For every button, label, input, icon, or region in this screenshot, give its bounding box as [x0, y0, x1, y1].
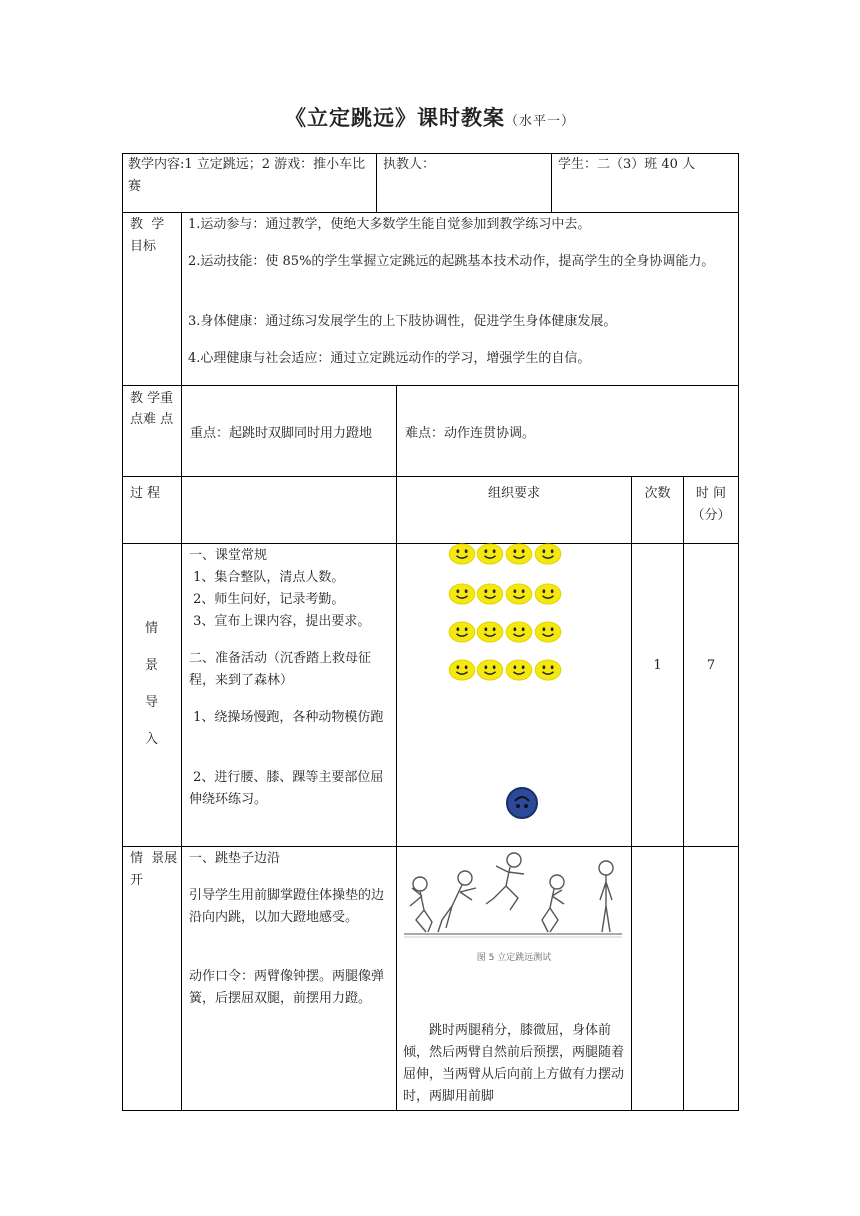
section1-line: 一、课堂常规	[189, 548, 268, 563]
student-smiley-icon	[476, 659, 504, 681]
goal-item	[188, 251, 734, 273]
count-header: 次数	[644, 486, 671, 501]
student-smiley-icon	[505, 621, 533, 643]
student-smiley-icon	[476, 621, 504, 643]
section2-organization: 跳时两腿稍分，膝微屈，身体前倾，然后两臂自然前后预摆，两腿随着屈伸，当两臂从后向前上方做有力摆动时，两脚用前脚	[403, 1023, 625, 1104]
student-smiley-icon	[534, 621, 562, 643]
long-jump-illustration	[402, 848, 626, 968]
section1-time: 7	[706, 658, 716, 673]
section1-label-4: 入	[145, 732, 159, 747]
goal-item: 3.身体健康：通过练习发展学生的上下肢协调性，促进学生身体健康发展。	[188, 314, 617, 329]
section2-label: 情 景展开	[130, 851, 178, 888]
key-point: 重点：起跳时双脚同时用力蹬地	[190, 426, 373, 441]
keypoints-label: 教 学重 点难 点	[130, 391, 174, 427]
student-smiley-icon	[448, 659, 476, 681]
section2-para: 动作口令：两臂像钟摆。两腿像弹簧，后摆屈双腿，前摆用力蹬。	[189, 969, 385, 1006]
section1-line: 1、集合整队，清点人数。	[189, 570, 345, 585]
border-left	[122, 153, 123, 1111]
process-header: 过 程	[130, 486, 161, 501]
goal-item: 1.运动参与：通过教学，使绝大多数学生能自觉参加到教学练习中去。	[188, 217, 591, 232]
student-smiley-icon	[505, 583, 533, 605]
goal-item-text: 2.运动技能：使 85%的学生掌握立定跳远的起跳基本技术动作，提高学生的全身协调能力。	[188, 254, 715, 269]
students-info: 学生：二（3）班 40 人	[558, 157, 696, 172]
student-smiley-icon	[448, 621, 476, 643]
rule-row2	[122, 385, 739, 386]
rule-row5	[122, 846, 739, 847]
page-title	[0, 102, 860, 132]
section2-para: 引导学生用前脚掌蹬住体操垫的边沿向内跳，以加大蹬地感受。	[189, 888, 385, 925]
student-smiley-icon	[448, 543, 476, 565]
teacher-icon	[505, 786, 539, 820]
section1-line: 3、宣布上课内容，提出要求。	[189, 614, 371, 629]
title-sub: （水平一）	[504, 114, 575, 129]
teaching-content: 教学内容:1 立定跳远；2 游戏：推小车比赛	[128, 157, 366, 194]
student-smiley-icon	[448, 583, 476, 605]
section1-line: 2、师生问好，记录考勤。	[189, 592, 345, 607]
section1-count: 1	[653, 658, 662, 673]
border-bottom	[122, 1110, 739, 1111]
section1-label-2: 景	[145, 658, 159, 673]
time-header: 时 间（分）	[691, 486, 731, 523]
rule-row3	[122, 476, 739, 477]
student-smiley-icon	[476, 583, 504, 605]
rule-v-r1a	[376, 153, 377, 213]
section1-line: 2、进行腰、膝、踝等主要部位屈伸绕环练习。	[189, 770, 384, 807]
rule-v-label	[181, 212, 182, 1111]
student-smiley-icon	[534, 543, 562, 565]
section2-heading	[189, 848, 393, 870]
rule-v-count	[631, 476, 632, 1111]
goals-label: 教 学目标	[130, 217, 165, 254]
section1-line: 1、绕操场慢跑，各种动物模仿跑	[189, 710, 384, 725]
rule-v-r1b	[551, 153, 552, 213]
student-smiley-icon	[534, 659, 562, 681]
rule-v-time	[683, 476, 684, 1111]
section1-label-1: 情	[145, 621, 159, 636]
rule-row4	[122, 543, 739, 544]
student-smiley-icon	[505, 659, 533, 681]
figure-caption: 图 5 立定跳远测试	[476, 953, 552, 963]
goal-item: 4.心理健康与社会适应：通过立定跳远动作的学习，增强学生的自信。	[188, 351, 591, 366]
section1-label-3: 导	[145, 695, 159, 710]
organization-header: 组织要求	[487, 486, 540, 501]
student-smiley-icon	[534, 583, 562, 605]
section1-line: 二、准备活动（沉香踏上救母征程，来到了森林）	[189, 651, 372, 688]
teacher-label: 执教人：	[383, 157, 436, 172]
border-right	[738, 153, 739, 1111]
student-smiley-icon	[476, 543, 504, 565]
difficulty-point: 难点：动作连贯协调。	[405, 426, 536, 441]
rule-row1	[122, 212, 739, 213]
student-smiley-icon	[505, 543, 533, 565]
title-main: 《立定跳远》课时教案	[284, 106, 505, 130]
section2-heading-text: 一、跳垫子边沿	[189, 851, 281, 866]
